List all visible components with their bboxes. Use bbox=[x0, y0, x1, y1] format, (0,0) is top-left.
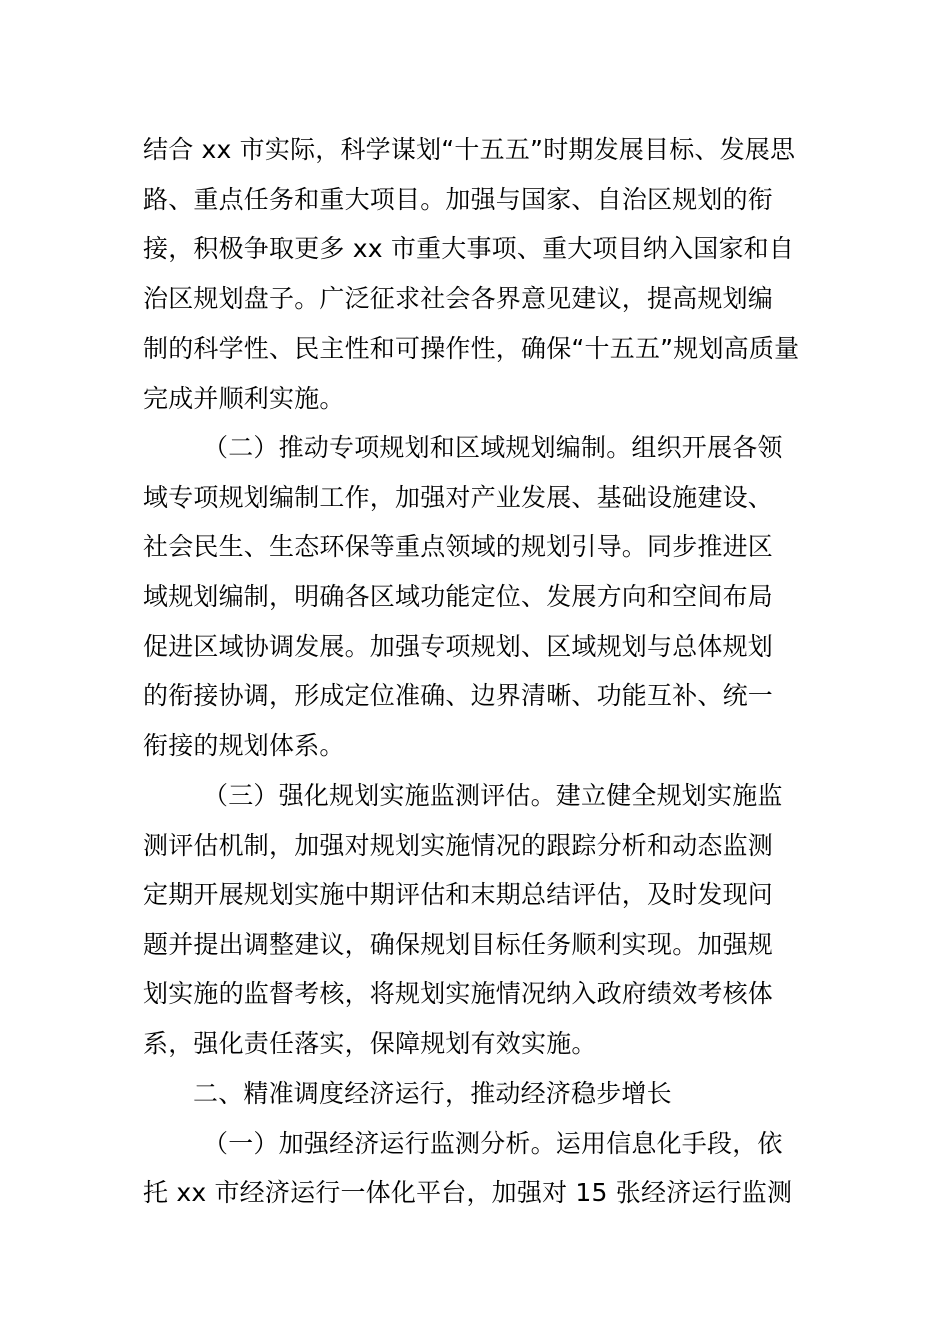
text-line: 完成并顺利实施。 bbox=[143, 384, 345, 413]
text-line: 域专项规划编制工作，加强对产业发展、基础设施建设、 bbox=[143, 483, 774, 512]
section-heading: （三）强化规划实施监测评估。建立健全规划实施监 bbox=[203, 781, 783, 810]
text-line: 治区规划盘子。广泛征求社会各界意见建议，提高规划编 bbox=[143, 284, 774, 313]
text-line: 结合 xx 市实际，科学谋划“十五五”时期发展目标、发展思 bbox=[143, 135, 796, 164]
chapter-heading: 二、精准调度经济运行，推动经济稳步增长 bbox=[193, 1079, 672, 1108]
text-line: 题并提出调整建议，确保规划目标任务顺利实现。加强规 bbox=[143, 930, 774, 959]
section-heading: （一）加强经济运行监测分析。运用信息化手段，依 bbox=[203, 1129, 783, 1158]
text-line: 接，积极争取更多 xx 市重大事项、重大项目纳入国家和自 bbox=[143, 234, 795, 263]
section-heading: （二）推动专项规划和区域规划编制。组织开展各领 bbox=[203, 433, 783, 462]
text-line: 衔接的规划体系。 bbox=[143, 731, 345, 760]
text-line: 社会民生、生态环保等重点领域的规划引导。同步推进区 bbox=[143, 532, 774, 561]
text-line: 促进区域协调发展。加强专项规划、区域规划与总体规划 bbox=[143, 632, 774, 661]
text-line: 路、重点任务和重大项目。加强与国家、自治区规划的衔 bbox=[143, 185, 774, 214]
text-line: 划实施的监督考核，将规划实施情况纳入政府绩效考核体 bbox=[143, 979, 774, 1008]
text-line: 域规划编制，明确各区域功能定位、发展方向和空间布局 bbox=[143, 582, 774, 611]
text-line: 测评估机制，加强对规划实施情况的跟踪分析和动态监测 bbox=[143, 831, 774, 860]
text-line: 托 xx 市经济运行一体化平台，加强对 15 张经济运行监测 bbox=[143, 1178, 793, 1207]
text-line: 制的科学性、民主性和可操作性，确保“十五五”规划高质量 bbox=[143, 334, 800, 363]
text-line: 系，强化责任落实，保障规划有效实施。 bbox=[143, 1029, 597, 1058]
text-line: 的衔接协调，形成定位准确、边界清晰、功能互补、统一 bbox=[143, 681, 774, 710]
text-line: 定期开展规划实施中期评估和末期总结评估，及时发现问 bbox=[143, 880, 774, 909]
